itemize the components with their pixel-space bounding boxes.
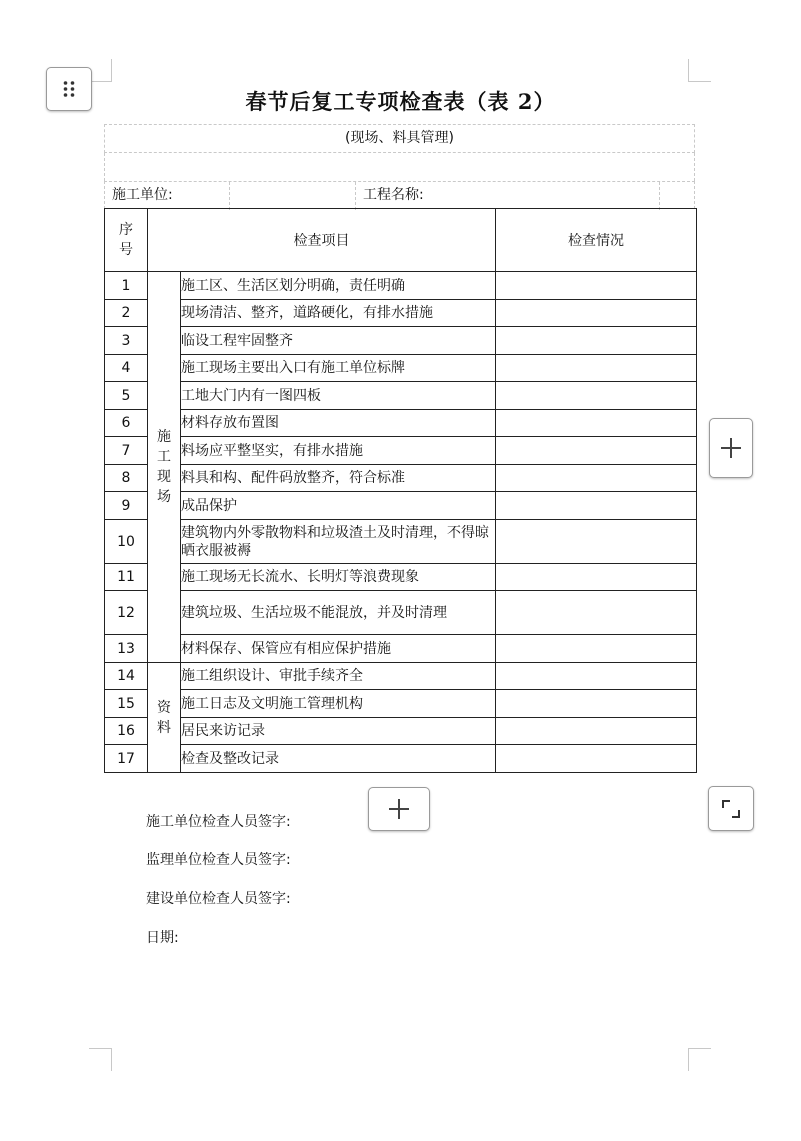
table-row: [105, 635, 697, 663]
construction-unit-label: 施工单位:: [112, 187, 173, 203]
status-cell[interactable]: [496, 272, 697, 300]
header-seq[interactable]: 序 号: [105, 209, 148, 272]
table-row: [105, 410, 697, 437]
check-item: 建筑垃圾、生活垃圾不能混放，并及时清理: [181, 591, 496, 635]
divider: [659, 182, 660, 210]
row-number: 15: [105, 690, 148, 718]
inspection-table: [104, 208, 697, 773]
table-row: [105, 663, 697, 690]
status-cell[interactable]: [496, 520, 697, 564]
check-item: 料具和构、配件码放整齐，符合标准: [181, 465, 496, 492]
status-cell[interactable]: [496, 663, 697, 690]
table-row: [105, 520, 697, 564]
status-cell[interactable]: [496, 690, 697, 718]
check-item: 居民来访记录: [181, 718, 496, 745]
owner-signature-label: 建设单位检查人员签字:: [146, 891, 291, 907]
status-cell[interactable]: [496, 635, 697, 663]
status-cell[interactable]: [496, 745, 697, 773]
table-row: [105, 492, 697, 520]
status-cell[interactable]: [496, 300, 697, 327]
table-row: [105, 300, 697, 327]
unit-project-row: [104, 181, 695, 209]
check-item: 材料保存、保管应有相应保护措施: [181, 635, 496, 663]
check-item: 施工日志及文明施工管理机构: [181, 690, 496, 718]
crop-mark-top-right: [688, 59, 711, 82]
table-row: [105, 355, 697, 382]
check-item: 料场应平整坚实，有排水措施: [181, 437, 496, 465]
supervision-signature-label: 监理单位检查人员签字:: [146, 852, 291, 868]
status-cell[interactable]: [496, 410, 697, 437]
status-cell[interactable]: [496, 327, 697, 355]
header-item[interactable]: 检查项目: [148, 209, 496, 272]
fit-corners-icon: [722, 800, 740, 818]
row-number: 3: [105, 327, 148, 355]
row-number: 7: [105, 437, 148, 465]
crop-mark-bottom-left: [89, 1048, 112, 1071]
status-cell[interactable]: [496, 564, 697, 591]
construction-signature-label: 施工单位检查人员签字:: [146, 814, 291, 830]
check-item: 检查及整改记录: [181, 745, 496, 773]
row-number: 11: [105, 564, 148, 591]
row-number: 9: [105, 492, 148, 520]
row-number: 4: [105, 355, 148, 382]
check-item: 施工区、生活区划分明确，责任明确: [181, 272, 496, 300]
status-cell[interactable]: [496, 437, 697, 465]
check-item: 施工现场主要出入口有施工单位标牌: [181, 355, 496, 382]
page-title: 春节后复工专项检查表（表 2）: [245, 89, 556, 114]
header-status[interactable]: 检查情况: [496, 209, 697, 272]
row-number: 6: [105, 410, 148, 437]
add-column-button[interactable]: [709, 418, 753, 478]
table-row: [105, 564, 697, 591]
row-number: 17: [105, 745, 148, 773]
check-item: 建筑物内外零散物料和垃圾渣土及时清理，不得晾晒衣服被褥: [181, 520, 496, 564]
check-item: 现场清洁、整齐，道路硬化，有排水措施: [181, 300, 496, 327]
table-row: [105, 718, 697, 745]
plus-icon: [388, 798, 410, 820]
group-site-label: 施 工 现 场: [148, 272, 181, 663]
table-row: [105, 382, 697, 410]
project-name-label: 工程名称:: [363, 187, 424, 203]
check-item: 施工组织设计、审批手续齐全: [181, 663, 496, 690]
status-cell[interactable]: [496, 382, 697, 410]
check-item: 材料存放布置图: [181, 410, 496, 437]
status-cell[interactable]: [496, 492, 697, 520]
row-number: 14: [105, 663, 148, 690]
subtitle: (现场、料具管理): [104, 124, 695, 153]
add-row-button[interactable]: [368, 787, 430, 831]
divider: [355, 182, 356, 210]
status-cell[interactable]: [496, 465, 697, 492]
table-row: [105, 272, 697, 300]
divider: [229, 182, 230, 210]
row-number: 13: [105, 635, 148, 663]
crop-mark-bottom-right: [688, 1048, 711, 1071]
table-row: [105, 327, 697, 355]
crop-mark-top-left: [89, 59, 112, 82]
plus-icon: [720, 437, 742, 459]
row-number: 8: [105, 465, 148, 492]
group-docs-label: 资 料: [148, 663, 181, 773]
fit-table-button[interactable]: [708, 786, 754, 831]
check-item: 临设工程牢固整齐: [181, 327, 496, 355]
table-row: [105, 465, 697, 492]
table-header-row: [105, 209, 697, 272]
status-cell[interactable]: [496, 591, 697, 635]
check-item: 施工现场无长流水、长明灯等浪费现象: [181, 564, 496, 591]
check-item: 成品保护: [181, 492, 496, 520]
row-number: 12: [105, 591, 148, 635]
row-number: 5: [105, 382, 148, 410]
table-row: [105, 745, 697, 773]
status-cell[interactable]: [496, 355, 697, 382]
row-number: 16: [105, 718, 148, 745]
status-cell[interactable]: [496, 718, 697, 745]
table-row: [105, 591, 697, 635]
row-number: 10: [105, 520, 148, 564]
check-item: 工地大门内有一图四板: [181, 382, 496, 410]
row-number: 2: [105, 300, 148, 327]
blank-row: [104, 153, 695, 181]
table-row: [105, 437, 697, 465]
row-number: 1: [105, 272, 148, 300]
table-row: [105, 690, 697, 718]
date-label: 日期:: [146, 930, 179, 946]
